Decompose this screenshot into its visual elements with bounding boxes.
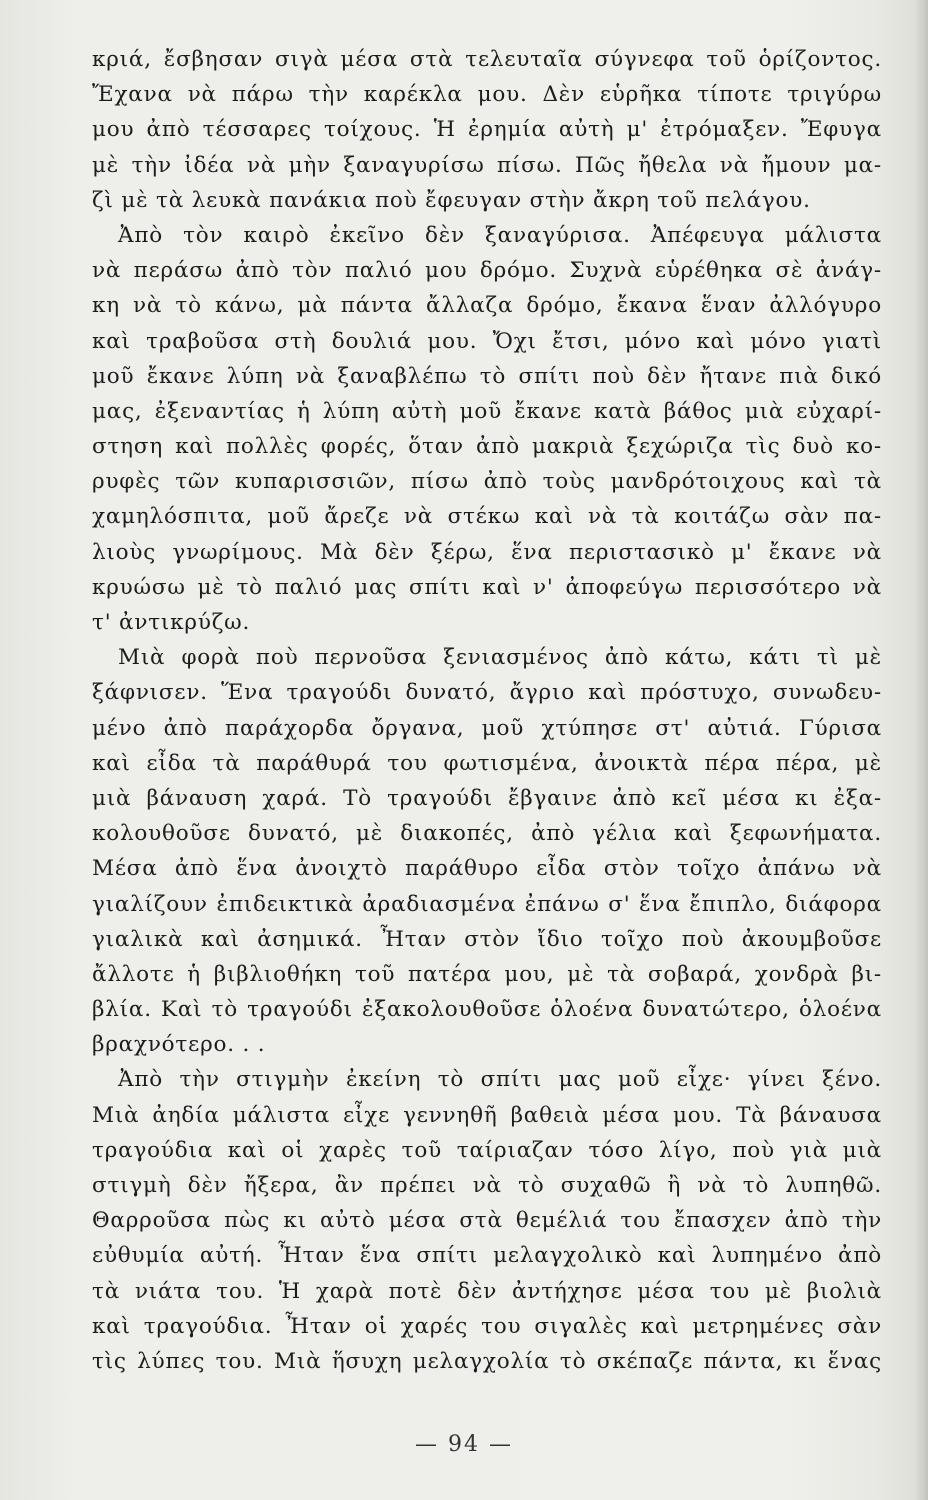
text-line: λιοὺς γνωρίμους. Μὰ δὲν ξέρω, ἕνα περιστασικὸ μ' ἔκανε νὰ (92, 539, 882, 565)
text-line: Μιὰ φορὰ ποὺ περνοῦσα ξενιασμένος ἀπὸ κάτω, κάτι τὶ μὲ (118, 645, 882, 671)
text-line: καὶ τραβοῦσα στὴ δουλιά μου. Ὄχι ἔτσι, μόνο καὶ μόνο γιατὶ (92, 328, 882, 354)
page-number: — 94 — (415, 1432, 513, 1457)
text-line: κολουθοῦσε δυνατό, μὲ διακοπές, ἀπὸ γέλια καὶ ξεφωνήματα. (92, 821, 882, 847)
text-line: κρυώσω μὲ τὸ παλιό μας σπίτι καὶ ν' ἀποφεύγω περισσότερο νὰ (92, 574, 882, 600)
page-edge-shadow (914, 0, 928, 1500)
text-line: τὶς λύπες του. Μιὰ ἥσυχη μελαγχολία τὸ σκέπαζε πάντα, κι ἕνας (92, 1348, 882, 1374)
text-line: μιὰ βάναυση χαρά. Τὸ τραγούδι ἔβγαινε ἀπὸ κεῖ μέσα κι ἐξα- (92, 785, 882, 811)
text-line: χαμηλόσπιτα, μοῦ ἄρεζε νὰ στέκω καὶ νὰ τὰ κοιτάζω σὰν πα- (92, 504, 882, 530)
body-text (92, 42, 882, 1379)
text-line: γιαλίζουν ἐπιδεικτικὰ ἀραδιασμένα ἐπάνω σ' ἕνα ἔπιπλο, διάφορα (92, 891, 882, 917)
text-line: μοῦ ἔκανε λύπη νὰ ξαναβλέπω τὸ σπίτι ποὺ δὲν ἤτανε πιὰ δικό (92, 363, 882, 389)
text-line: γιαλικὰ καὶ ἀσημικά. Ἦταν στὸν ἴδιο τοῖχο ποὺ ἀκουμβοῦσε (92, 926, 882, 952)
text-line: στιγμὴ δὲν ἤξερα, ἂν πρέπει νὰ τὸ συχαθῶ ἢ νὰ τὸ λυπηθῶ. (92, 1173, 882, 1198)
text-line: μὲ τὴν ἰδέα νὰ μὴν ξαναγυρίσω πίσω. Πῶς ἤθελα νὰ ἤμουν μα- (92, 152, 882, 178)
text-line: Μέσα ἀπὸ ἕνα ἀνοιχτὸ παράθυρο εἶδα στὸν τοῖχο ἀπάνω νὰ (92, 856, 882, 882)
text-line: μένο ἀπὸ παράχορδα ὄργανα, μοῦ χτύπησε στ' αὐτιά. Γύρισα (92, 715, 882, 741)
text-line: μας, ἐξεναντίας ἡ λύπη αὐτὴ μοῦ ἔκανε κατὰ βάθος μιὰ εὐχαρί- (92, 398, 882, 424)
text-line: μου ἀπὸ τέσσαρες τοίχους. Ἡ ἐρημία αὐτὴ μ' ἐτρόμαξεν. Ἔφυγα (92, 117, 882, 143)
text-line: τραγούδια καὶ οἱ χαρὲς τοῦ ταίριαζαν τόσο λίγο, ποὺ γιὰ μιὰ (92, 1137, 882, 1163)
text-line: Ἔχανα νὰ πάρω τὴν καρέκλα μου. Δὲν εὑρῆκα τίποτε τριγύρω (92, 82, 882, 108)
text-line: καὶ εἶδα τὰ παράθυρά του φωτισμένα, ἀνοικτὰ πέρα πέρα, μὲ (92, 750, 882, 776)
text-line: Μιὰ ἀηδία μάλιστα εἶχε γεννηθῆ βαθειὰ μέσα μου. Τὰ βάναυσα (92, 1102, 882, 1128)
text-line: εὐθυμία αὐτή. Ἦταν ἕνα σπίτι μελαγχολικὸ καὶ λυπημένο ἀπὸ (92, 1243, 882, 1269)
text-line: ἄλλοτε ἡ βιβλιοθήκη τοῦ πατέρα μου, μὲ τὰ σοβαρά, χονδρὰ βι- (92, 961, 882, 987)
text-line: βραχνότερο. . . (92, 1032, 266, 1058)
text-line: καὶ τραγούδια. Ἦταν οἱ χαρές του σιγαλὲς καὶ μετρημένες σὰν (92, 1313, 882, 1339)
text-line: Ἀπὸ τὸν καιρὸ ἐκεῖνο δὲν ξαναγύρισα. Ἀπέφευγα μάλιστα (118, 222, 882, 248)
text-line: τὰ νιάτα του. Ἡ χαρὰ ποτὲ δὲν ἀντήχησε μέσα του μὲ βιολιὰ (92, 1278, 882, 1304)
text-line: νὰ περάσω ἀπὸ τὸν παλιό μου δρόμο. Συχνὰ εὑρέθηκα σὲ ἀνάγ- (92, 258, 882, 284)
text-line: ξάφνισεν. Ἕνα τραγούδι δυνατό, ἄγριο καὶ πρόστυχο, συνωδευ- (92, 680, 882, 706)
text-line: στηση καὶ πολλὲς φορές, ὅταν ἀπὸ μακριὰ ξεχώριζα τὶς δυὸ κο- (92, 434, 882, 460)
text-line: Ἀπὸ τὴν στιγμὴν ἐκείνη τὸ σπίτι μας μοῦ εἶχε· γίνει ξένο. (118, 1067, 882, 1093)
text-line: ζὶ μὲ τὰ λευκὰ πανάκια ποὺ ἔφευγαν στὴν ἄκρη τοῦ πελάγου. (92, 187, 811, 213)
text-line: ρυφὲς τῶν κυπαρισσιῶν, πίσω ἀπὸ τοὺς μανδρότοιχους καὶ τὰ (92, 469, 882, 495)
text-line: κριά, ἔσβησαν σιγὰ μέσα στὰ τελευταῖα σύγνεφα τοῦ ὁρίζοντος. (92, 47, 882, 72)
text-line: βλία. Καὶ τὸ τραγούδι ἐξακολουθοῦσε ὁλοένα δυνατώτερο, ὁλοένα (92, 997, 882, 1023)
text-line: τ' ἀντικρύζω. (92, 610, 251, 635)
text-line: Θαρροῦσα πὼς κι αὐτὸ μέσα στὰ θεμέλιά του ἔπασχεν ἀπὸ τὴν (92, 1208, 882, 1234)
text-line: κη νὰ τὸ κάνω, μὰ πάντα ἄλλαζα δρόμο, ἔκανα ἕναν ἀλλόγυρο (92, 293, 882, 319)
